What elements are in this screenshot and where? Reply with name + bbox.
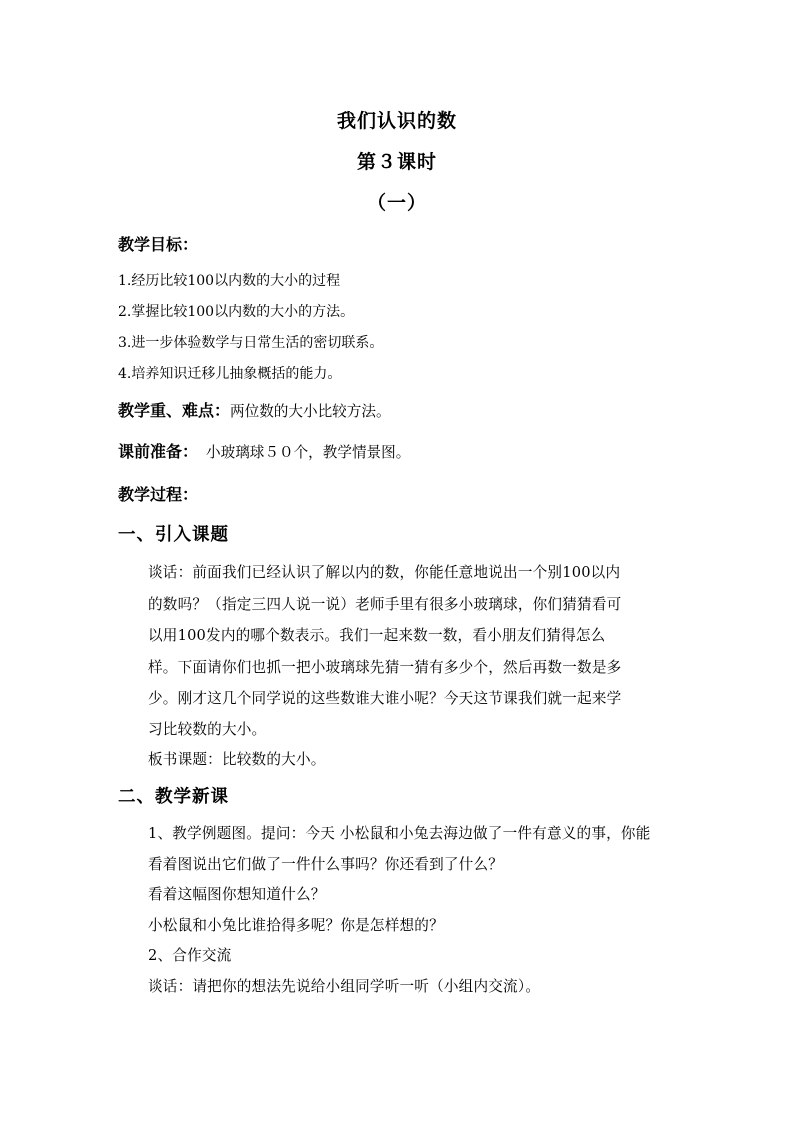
objective-item: 3.进一步体验数学与日常生活的密切联系。	[118, 335, 384, 351]
objective-item: 4.培养知识迁移儿抽象概括的能力。	[118, 366, 342, 382]
paragraph-line: 的数吗？（指定三四人说一说）老师手里有很多小玻璃球，你们猜猜看可	[148, 596, 622, 613]
paragraph-line: 1、教学例题图。提问：今天 小松鼠和小兔去海边做了一件有意义的事，你能	[148, 825, 651, 842]
objective-item: 1.经历比较100以内数的大小的过程	[118, 273, 341, 289]
paragraph-line: 小松鼠和小兔比谁拾得多呢？你是怎样想的？	[148, 917, 444, 934]
paragraph-line: 板书课题：比较数的大小。	[148, 751, 326, 768]
prep-text: 小玻璃球５０个，教学情景图。	[206, 444, 411, 461]
paragraph-line: 谈话：前面我们已经认识了解以内的数，你能任意地说出一个别100以内	[148, 564, 621, 581]
section-heading: 二、教学新课	[118, 787, 229, 807]
paragraph-line: 谈话：请把你的想法先说给小组同学听一听（小组内交流）。	[148, 978, 541, 995]
preparation	[118, 439, 410, 462]
paragraph-line: 看着图说出它们做了一件什么事吗？你还看到了什么？	[148, 856, 504, 873]
document-title: 我们认识的数	[336, 110, 457, 132]
section-heading: 一、引入课题	[118, 525, 229, 545]
process-label: 教学过程：	[118, 485, 199, 504]
part-label: （一）	[366, 192, 427, 214]
lesson-number: 第３课时	[356, 151, 437, 173]
key-points-text: 两位数的大小比较方法。	[230, 403, 391, 420]
key-points-label: 教学重、难点：	[118, 401, 231, 420]
paragraph-line: 看着这幅图你想知道什么？	[148, 886, 326, 903]
objectives-label: 教学目标：	[118, 235, 199, 254]
objective-item: 2.掌握比较100以内数的大小的方法。	[118, 304, 355, 320]
paragraph-line: 以用100发内的哪个数表示。我们一起来数一数，看小朋友们猜得怎么	[148, 627, 606, 644]
paragraph-line: 2、合作交流	[148, 947, 232, 964]
prep-label: 课前准备：	[118, 442, 199, 461]
paragraph-line: 样。下面请你们也抓一把小玻璃球先猜一猜有多少个，然后再数一数是多	[148, 659, 622, 676]
paragraph-line: 少。刚才这几个同学说的这些数谁大谁小呢？今天这节课我们就一起来学	[148, 690, 622, 707]
paragraph-line: 习比较数的大小。	[148, 721, 267, 738]
key-points	[118, 398, 391, 421]
